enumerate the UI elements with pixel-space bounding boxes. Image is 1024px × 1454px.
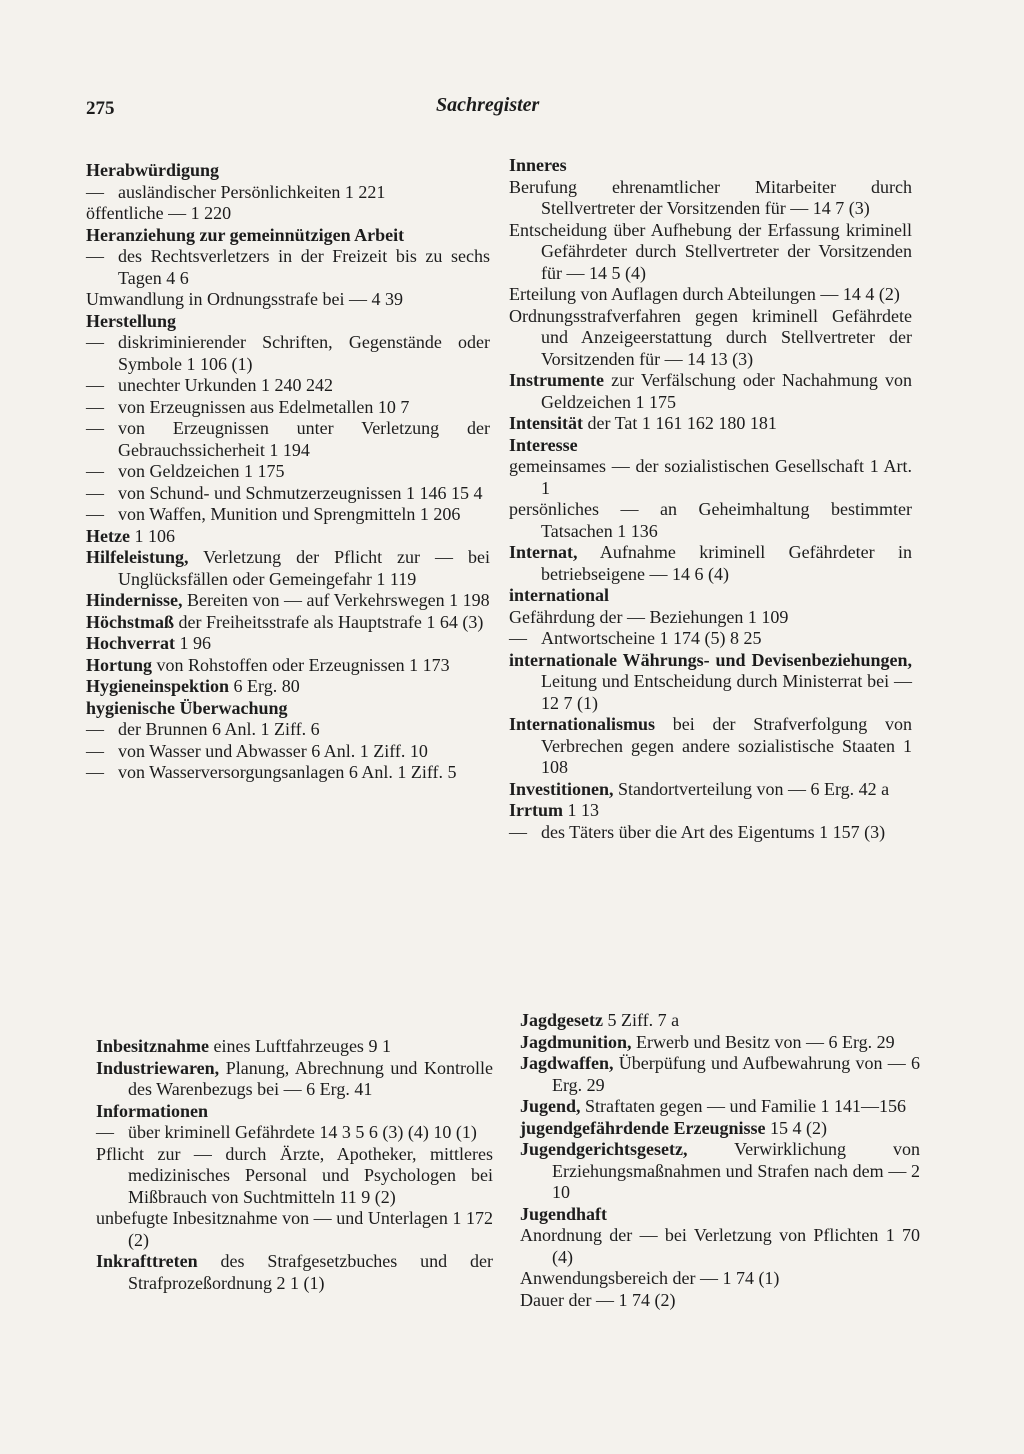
index-entry: [509, 284, 912, 306]
entry-text: von Wasserversorgungsanlagen 6 Anl. 1 Ziff. 5: [118, 762, 457, 782]
index-subentry: [86, 397, 490, 419]
index-entry: [86, 590, 490, 612]
entry-keyword: Instrumente: [509, 370, 604, 390]
entry-keyword: Höchstmaß: [86, 611, 175, 632]
entry-text: von Erzeugnissen aus Edelmetallen 10 7: [118, 396, 410, 417]
index-heading: international: [509, 585, 610, 605]
index-entry: [96, 1144, 493, 1209]
index-subentry: [86, 741, 490, 763]
entry-dash: —: [86, 332, 104, 352]
index-column-1: [86, 160, 490, 784]
index-entry: [86, 676, 490, 698]
index-entry: [86, 203, 490, 225]
entry-keyword: Inkrafttreten: [96, 1251, 198, 1271]
entry-text: öffentliche — 1 220: [86, 203, 232, 223]
entry-dash: —: [86, 762, 104, 782]
entry-text: Ordnungsstrafverfahren gegen kriminell Gefährdete und Anzeigeerstattung durch Stellvertreter der Vorsitzenden für — 14 13 (3): [509, 305, 912, 369]
index-subentry: [86, 332, 490, 375]
index-entry: [86, 547, 490, 590]
entry-text: Straftaten gegen — und Familie 1 141—156: [580, 1096, 906, 1116]
index-entry: [520, 1096, 920, 1118]
entry-text: Überpüfung und Aufbewahrung von — 6 Erg. 29: [552, 1053, 920, 1095]
entry-dash: —: [86, 504, 104, 524]
entry-text: Anwendungsbereich der — 1 74 (1): [520, 1268, 780, 1288]
entry-text: diskriminierender Schriften, Gegenstände oder Symbole 1 106 (1): [118, 332, 490, 374]
entry-keyword: Jagdmunition,: [520, 1031, 632, 1052]
entry-text: Umwandlung in Ordnungsstrafe bei — 4 39: [86, 289, 403, 309]
index-heading: Herabwürdigung: [86, 160, 220, 180]
entry-dash: —: [86, 418, 104, 438]
entry-text: Leitung und Entscheidung durch Ministerrat bei — 12 7 (1): [541, 671, 912, 713]
entry-keyword: Jagdgesetz: [520, 1010, 603, 1030]
entry-text: unbefugte Inbesitznahme von — und Unterlagen 1 172 (2): [96, 1208, 493, 1250]
entry-text: von Schund- und Schmutzerzeugnissen 1 146 15 4: [118, 482, 483, 503]
entry-keyword: Industriewaren,: [96, 1057, 220, 1078]
index-entry: [509, 607, 912, 629]
entry-keyword: Internationalismus: [509, 714, 656, 734]
index-entry: [509, 220, 912, 285]
entry-text: bei der Strafverfolgung von Verbrechen gegen andere sozialistische Staaten 1 108: [541, 714, 912, 777]
entry-keyword: jugendgefährdende Erzeugnisse: [520, 1117, 766, 1138]
index-entry: [96, 1208, 493, 1251]
entry-keyword: Hortung: [86, 654, 153, 675]
index-entry: [509, 456, 912, 499]
index-subentry: [86, 762, 490, 784]
entry-text: unechter Urkunden 1 240 242: [118, 375, 333, 395]
entry-keyword: internationale Währungs- und Devisenbeziehungen,: [509, 649, 912, 670]
index-heading: Inneres: [509, 155, 567, 175]
index-entry: [509, 370, 912, 413]
index-entry: [86, 289, 490, 311]
entry-text: Erwerb und Besitz von — 6 Erg. 29: [631, 1031, 895, 1052]
entry-keyword: Intensität: [509, 413, 584, 433]
index-heading: Informationen: [96, 1100, 208, 1121]
entry-text: 1 13: [562, 800, 599, 820]
entry-keyword: Hochverrat: [86, 633, 175, 653]
index-entry: [509, 306, 912, 371]
index-subentry: [86, 375, 490, 397]
entry-text: Antwortscheine 1 174 (5) 8 25: [541, 628, 762, 648]
index-column-3: [96, 1036, 493, 1294]
index-heading: Jugendhaft: [520, 1203, 608, 1224]
index-subentry: [86, 461, 490, 483]
entry-text: der Freiheitsstrafe als Hauptstrafe 1 64 (3): [174, 611, 484, 632]
entry-text: ausländischer Persönlichkeiten 1 221: [118, 181, 386, 202]
entry-text: der Brunnen 6 Anl. 1 Ziff. 6: [118, 719, 320, 739]
entry-keyword: Hygieneinspektion: [86, 676, 230, 696]
index-heading: hygienische Überwachung: [86, 697, 288, 718]
index-entry: [509, 177, 912, 220]
index-heading: Heranziehung zur gemeinnützigen Arbeit: [86, 224, 405, 245]
index-heading: Interesse: [509, 434, 578, 455]
entry-text: Planung, Abrechnung und Kontrolle des Warenbezugs bei — 6 Erg. 41: [128, 1057, 493, 1099]
index-subentry: [509, 822, 912, 844]
entry-text: Aufnahme kriminell Gefährdeter in betriebseigene — 14 6 (4): [541, 542, 912, 584]
index-entry: [96, 1036, 493, 1058]
entry-text: der Tat 1 161 162 180 181: [583, 413, 777, 433]
entry-dash: —: [86, 396, 104, 417]
entry-text: von Rohstoffen oder Erzeugnissen 1 173: [152, 654, 450, 675]
index-column-4: [520, 1010, 920, 1311]
entry-keyword: Investitionen,: [509, 778, 614, 799]
entry-dash: —: [96, 1122, 114, 1142]
entry-text: Gefährdung der — Beziehungen 1 109: [509, 606, 789, 627]
index-heading: Herstellung: [86, 310, 176, 331]
entry-keyword: Jagdwaffen,: [520, 1053, 614, 1073]
index-entry: [520, 1225, 920, 1268]
entry-text: über kriminell Gefährdete 14 3 5 6 (3) (4) 10 (1): [128, 1122, 477, 1142]
index-entry: [96, 1251, 493, 1294]
entry-text: persönliches — an Geheimhaltung bestimmter Tatsachen 1 136: [509, 499, 912, 541]
page-number: 275: [86, 98, 115, 119]
entry-keyword: Jugendgerichtsgesetz,: [520, 1139, 688, 1159]
entry-keyword: Inbesitznahme: [96, 1036, 210, 1056]
entry-text: Erteilung von Auflagen durch Abteilungen — 14 4 (2): [509, 284, 900, 304]
entry-keyword: Internat,: [509, 542, 578, 562]
entry-keyword: Hilfeleistung,: [86, 547, 189, 567]
entry-text: Verletzung der Pflicht zur — bei Unglücksfällen oder Gemeingefahr 1 119: [118, 547, 490, 589]
entry-text: Standortverteilung von — 6 Erg. 42 a: [613, 778, 890, 799]
index-entry: [86, 633, 490, 655]
index-entry: [86, 612, 490, 634]
entry-text: Dauer der — 1 74 (2): [520, 1289, 676, 1310]
entry-dash: —: [86, 740, 104, 761]
entry-text: von Waffen, Munition und Sprengmitteln 1 206: [118, 504, 461, 524]
index-subentry: [86, 719, 490, 741]
entry-text: von Erzeugnissen unter Verletzung der Gebrauchssicherheit 1 194: [118, 418, 490, 460]
entry-keyword: Hindernisse,: [86, 590, 183, 610]
entry-text: Berufung ehrenamtlicher Mitarbeiter durch Stellvertreter der Vorsitzenden für — 14 7 (3): [509, 176, 912, 218]
index-entry: [509, 650, 912, 715]
entry-text: eines Luftfahrzeuges 9 1: [209, 1036, 391, 1056]
entry-text: von Wasser und Abwasser 6 Anl. 1 Ziff. 10: [118, 740, 428, 761]
index-column-2: [509, 155, 912, 843]
index-entry: [520, 1010, 920, 1032]
entry-text: des Rechtsverletzers in der Freizeit bis zu sechs Tagen 4 6: [118, 246, 490, 288]
entry-text: zur Verfälschung oder Nachahmung von Geldzeichen 1 175: [541, 370, 912, 412]
entry-dash: —: [509, 821, 527, 842]
entry-text: 1 106: [129, 525, 175, 546]
entry-text: Pflicht zur — durch Ärzte, Apotheker, mittleres medizinisches Personal und Psychologen bei Mißbrauch von Suchtmitteln 11 9 (2): [96, 1143, 493, 1207]
entry-text: 5 Ziff. 7 a: [602, 1010, 680, 1030]
entry-text: Verwirklichung von Erziehungsmaßnahmen und Strafen nach dem — 2 10: [552, 1139, 920, 1202]
entry-text: des Täters über die Art des Eigentums 1 157 (3): [541, 821, 886, 842]
index-entry: [520, 1268, 920, 1290]
entry-dash: —: [86, 461, 104, 481]
index-entry: [509, 413, 912, 435]
entry-dash: —: [509, 628, 527, 648]
entry-keyword: Irrtum: [509, 800, 563, 820]
index-entry: [96, 1058, 493, 1101]
entry-text: 6 Erg. 80: [229, 676, 300, 696]
entry-text: 15 4 (2): [765, 1117, 828, 1138]
entry-text: von Geldzeichen 1 175: [118, 461, 285, 481]
entry-text: des Strafgesetzbuches und der Strafprozeßordnung 2 1 (1): [128, 1251, 493, 1293]
index-entry: [86, 526, 490, 548]
index-subentry: [86, 483, 490, 505]
index-entry: [520, 1139, 920, 1204]
index-entry: [520, 1290, 920, 1312]
entry-dash: —: [86, 719, 104, 739]
entry-dash: —: [86, 375, 104, 395]
index-subentry: [86, 246, 490, 289]
index-entry: [86, 655, 490, 677]
index-entry: [509, 499, 912, 542]
entry-text: 1 96: [174, 633, 211, 653]
entry-keyword: Jugend,: [520, 1096, 581, 1116]
entry-text: Entscheidung über Aufhebung der Erfassung kriminell Gefährdeter durch Stellvertreter der Vorsitzenden für — 14 5 (4): [509, 219, 912, 283]
entry-dash: —: [86, 246, 104, 266]
entry-keyword: Hetze: [86, 525, 130, 546]
running-title: Sachregister: [436, 94, 540, 116]
entry-text: Anordnung der — bei Verletzung von Pflichten 1 70 (4): [520, 1225, 920, 1267]
index-subentry: [96, 1122, 493, 1144]
index-entry: [509, 779, 912, 801]
index-subentry: [86, 182, 490, 204]
entry-text: Bereiten von — auf Verkehrswegen 1 198: [182, 590, 490, 610]
index-entry: [509, 800, 912, 822]
entry-dash: —: [86, 181, 104, 202]
index-entry: [520, 1032, 920, 1054]
index-subentry: [86, 418, 490, 461]
index-entry: [509, 542, 912, 585]
entry-dash: —: [86, 482, 104, 503]
index-entry: [520, 1118, 920, 1140]
index-subentry: [509, 628, 912, 650]
index-entry: [520, 1053, 920, 1096]
index-entry: [509, 714, 912, 779]
index-subentry: [86, 504, 490, 526]
entry-text: gemeinsames — der sozialistischen Gesellschaft 1 Art. 1: [509, 456, 912, 498]
